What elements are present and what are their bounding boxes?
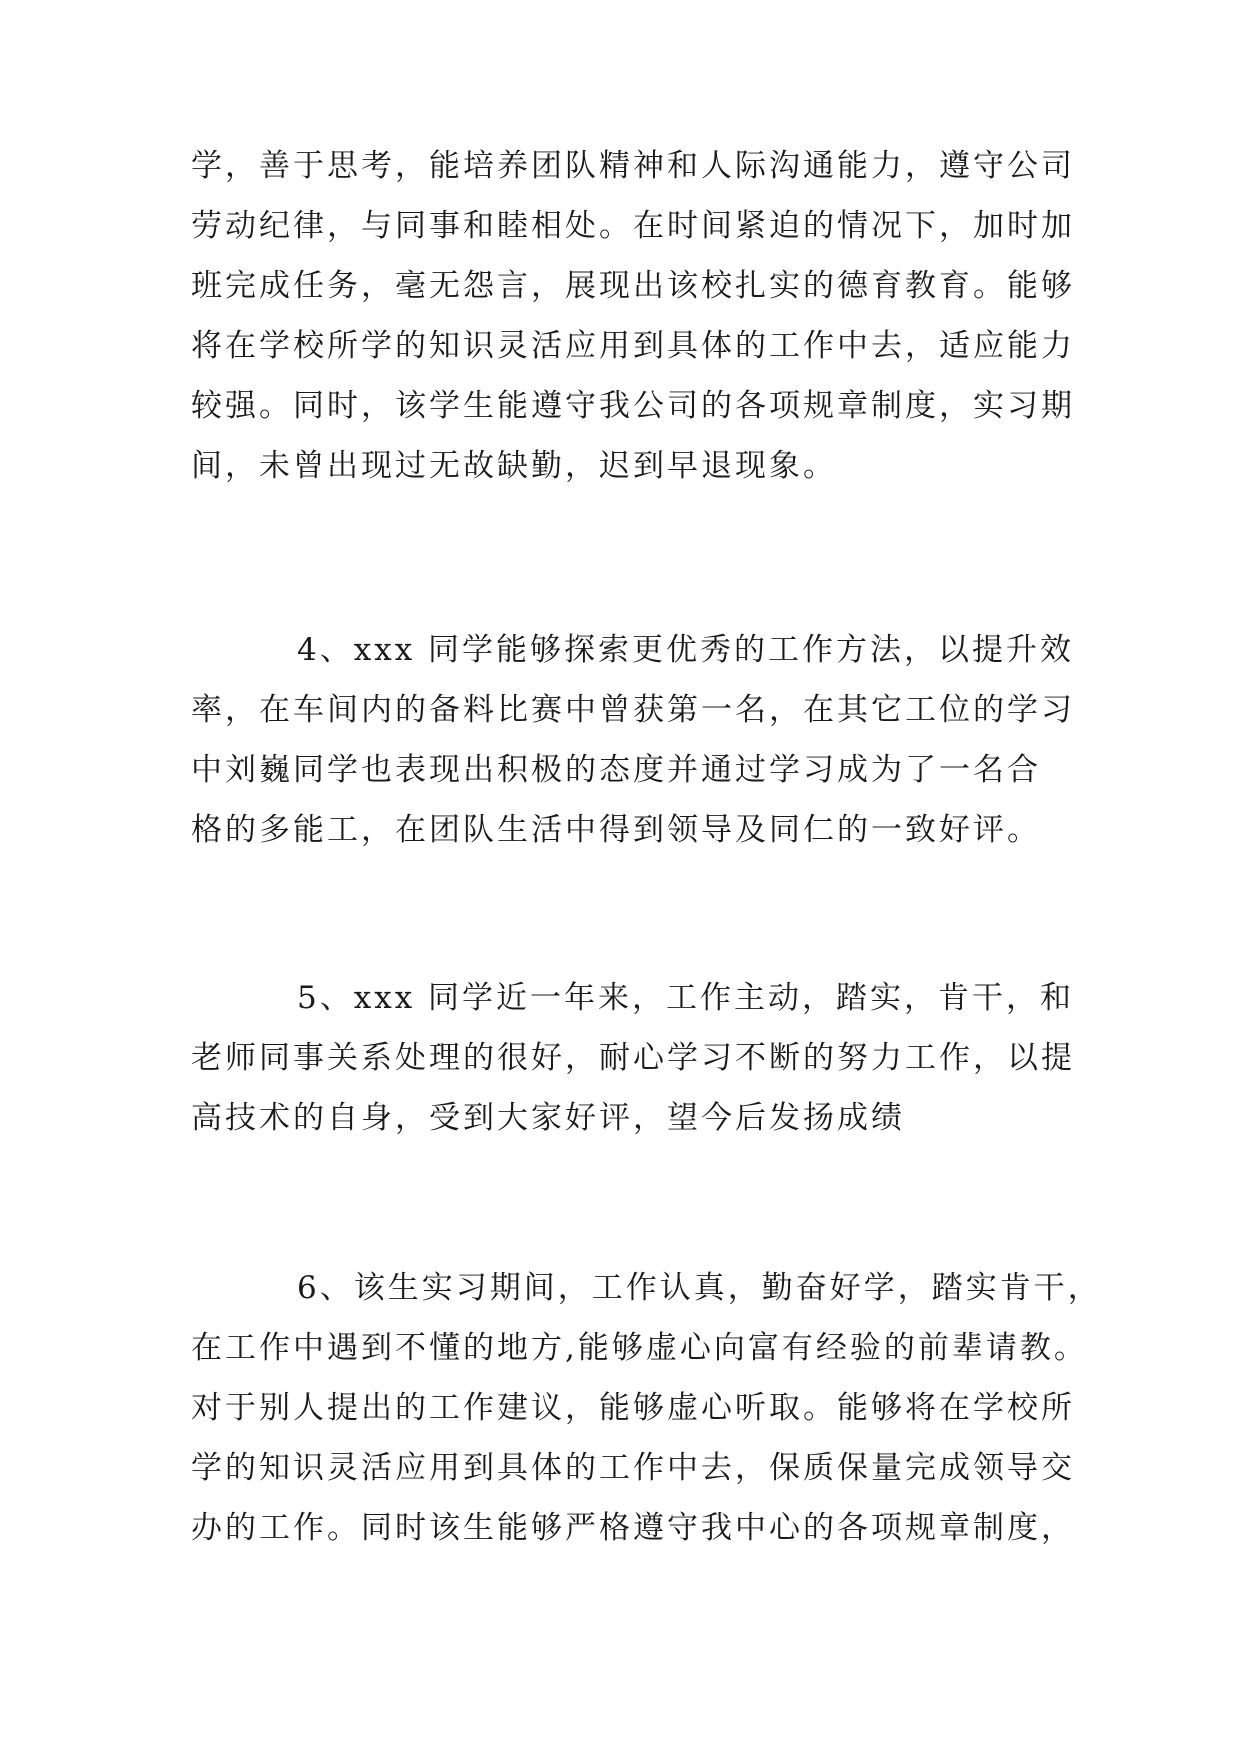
- paragraph-item-6: [191, 1258, 1102, 1558]
- text-line: 5、xxx 同学近一年来，工作主动，踏实，肯干，和: [297, 980, 1075, 1016]
- text-line: 办的工作。同时该生能够严格遵守我中心的各项规章制度，: [191, 1510, 1075, 1546]
- text-line: 对于别人提出的工作建议，能够虚心听取。能够将在学校所: [191, 1390, 1075, 1426]
- text-line: 格的多能工，在团队生活中得到领导及同仁的一致好评。: [191, 812, 1041, 848]
- text-line: 将在学校所学的知识灵活应用到具体的工作中去，适应能力: [191, 328, 1075, 364]
- text-line: 在工作中遇到不懂的地方,能够虚心向富有经验的前辈请教。: [191, 1330, 1088, 1366]
- text-line: 率，在车间内的备料比赛中曾获第一名，在其它工位的学习: [191, 692, 1075, 728]
- paragraph-item-5: [191, 968, 1075, 1148]
- text-line: 劳动纪律，与同事和睦相处。在时间紧迫的情况下，加时加: [191, 208, 1075, 244]
- text-line: 班完成任务，毫无怨言，展现出该校扎实的德育教育。能够: [191, 268, 1075, 304]
- text-line: 间，未曾出现过无故缺勤，迟到早退现象。: [191, 448, 837, 484]
- text-line: 6、该生实习期间，工作认真，勤奋好学，踏实肯干，: [297, 1270, 1102, 1306]
- text-line: 学，善于思考，能培养团队精神和人际沟通能力，遵守公司: [191, 148, 1075, 184]
- text-line: 4、xxx 同学能够探索更优秀的工作方法，以提升效: [297, 632, 1075, 668]
- text-line: 高技术的自身，受到大家好评，望今后发扬成绩: [191, 1100, 905, 1136]
- text-line: 老师同事关系处理的很好，耐心学习不断的努力工作，以提: [191, 1040, 1075, 1076]
- text-line: 学的知识灵活应用到具体的工作中去，保质保量完成领导交: [191, 1450, 1075, 1486]
- paragraph-item-4: [191, 620, 1075, 860]
- paragraph-continuation: [191, 136, 1075, 496]
- text-line: 中刘巍同学也表现出积极的态度并通过学习成为了一名合: [191, 752, 1041, 788]
- text-line: 较强。同时，该学生能遵守我公司的各项规章制度，实习期: [191, 388, 1075, 424]
